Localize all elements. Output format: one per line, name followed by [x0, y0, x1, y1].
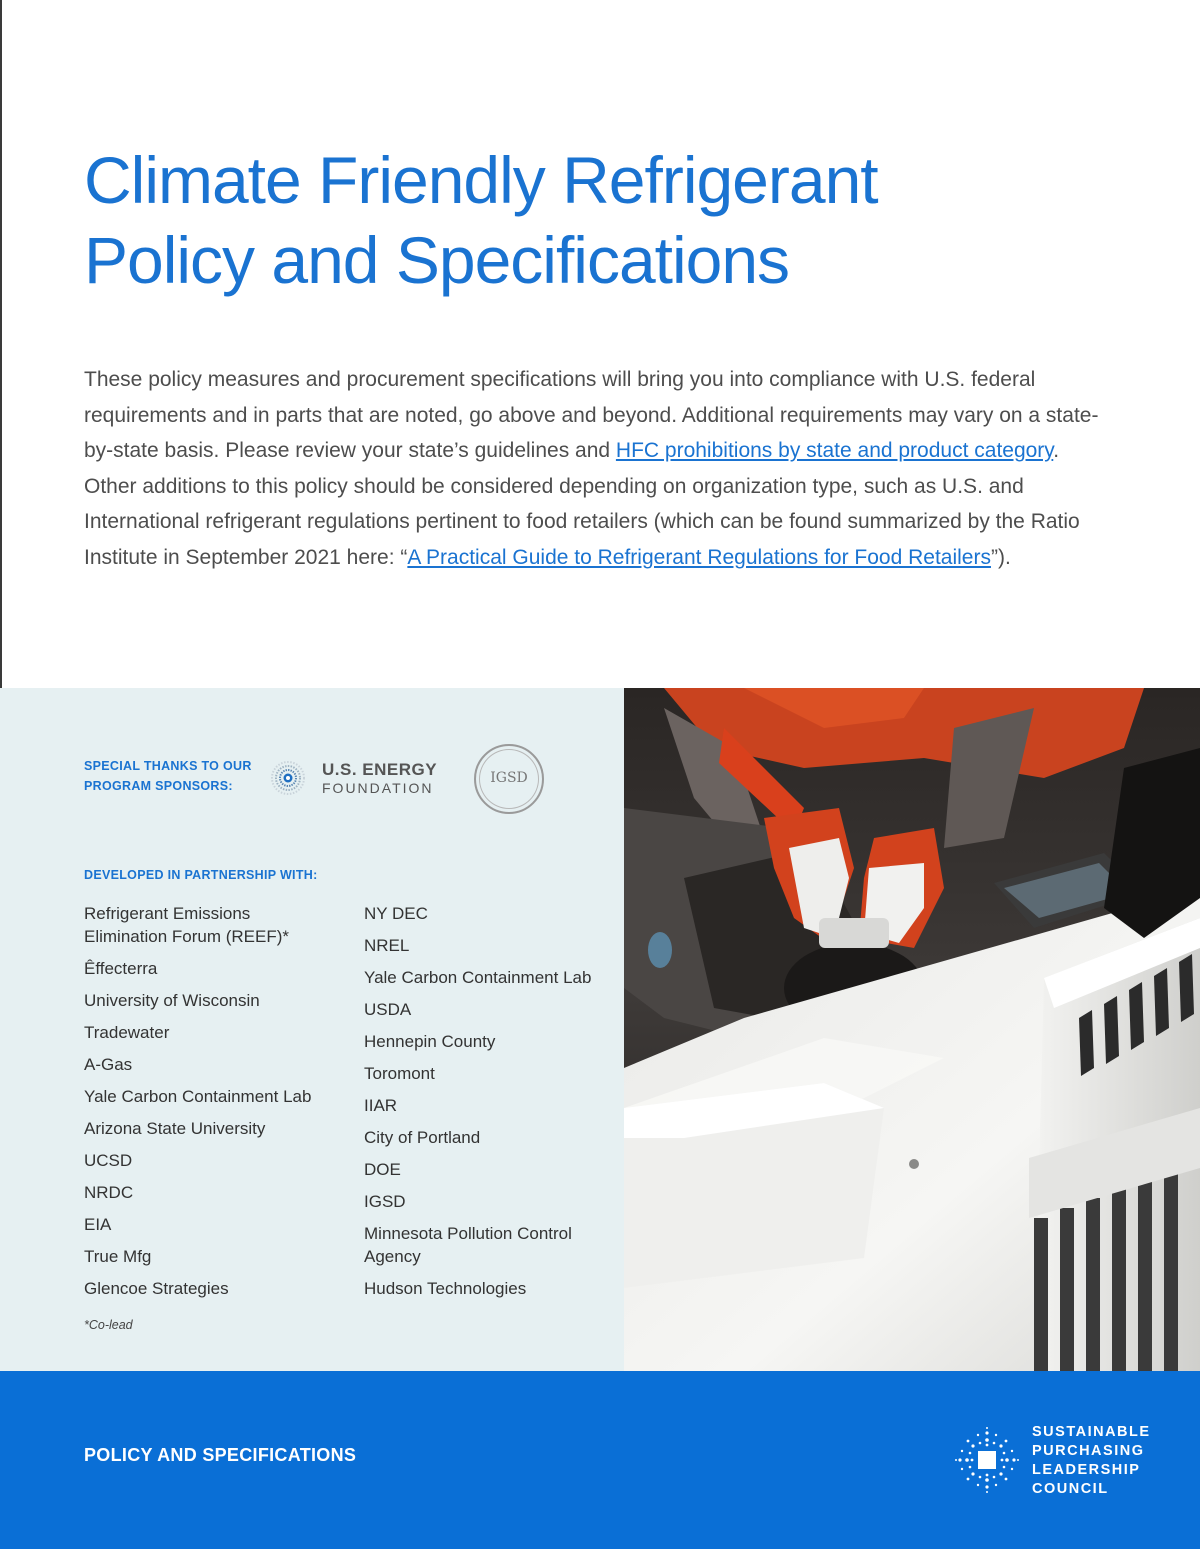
sponsors-heading: SPECIAL THANKS TO OUR PROGRAM SPONSORS: [84, 759, 252, 793]
technician-photo [624, 688, 1200, 1371]
energy-foundation-mark-icon [270, 760, 306, 796]
footer-label: POLICY AND SPECIFICATIONS [84, 1445, 357, 1465]
partner-item: City of Portland [364, 1128, 481, 1147]
intro-text-3: ”). [990, 545, 1011, 569]
partner-item: IGSD [364, 1192, 406, 1211]
usef-name-line-1: U.S. ENERGY [322, 760, 438, 779]
splc-wordmark [1032, 1423, 1151, 1499]
partners-column-1 [84, 902, 334, 1309]
partner-item: Toromont [364, 1064, 435, 1083]
partner-item: Yale Carbon Containment Lab [84, 1087, 312, 1106]
splc-burst-icon [952, 1425, 1022, 1495]
partner-item: EIA [84, 1215, 112, 1234]
partner-item: NREL [364, 936, 410, 955]
igsd-logo-text: IGSD [490, 770, 528, 786]
splc-line-1: SUSTAINABLE [1032, 1424, 1151, 1440]
partner-item: USDA [364, 1000, 412, 1019]
partner-item: University of Wisconsin [84, 991, 260, 1010]
splc-line-2: PURCHASING [1032, 1443, 1145, 1459]
footer-bar [0, 1371, 1200, 1549]
partner-item: Minnesota Pollution Control Agency [364, 1224, 572, 1266]
partner-item: UCSD [84, 1151, 133, 1170]
partner-item: Yale Carbon Containment Lab [364, 968, 592, 987]
partners-column-2 [364, 902, 604, 1309]
intro-text-1: These policy measures and procurement specifications will bring you into compliance with U.S. federal requirements and in parts that are noted, go above and beyond. Additional requirements may vary on a state-by-state basis. Please review your state’s guidelines and [84, 368, 1099, 462]
partner-item: DOE [364, 1160, 401, 1179]
partner-item: Hudson Technologies [364, 1279, 527, 1298]
lower-section [0, 688, 1200, 1371]
title-line-2: Policy and Specifications [84, 223, 790, 297]
partner-item: A-Gas [84, 1055, 133, 1074]
intro-text-2: . Other additions to this policy should be considered depending on organization type, such as U.S. and International refrigerant regulations pertinent to food retailers (which can be found summarized by the Ratio Institute in September 2021 here: “ [84, 439, 1080, 569]
usef-name-line-2: FOUNDATION [322, 780, 434, 796]
partner-item: True Mfg [84, 1247, 152, 1266]
partner-item: NY DEC [364, 904, 428, 923]
splc-logo [952, 1423, 1152, 1503]
partner-item: Glencoe Strategies [84, 1279, 229, 1298]
technician-photo-image [624, 688, 1200, 1371]
intro-paragraph [84, 362, 1114, 575]
sponsors-panel [0, 688, 624, 1371]
partner-item: IIAR [364, 1096, 398, 1115]
title-line-1: Climate Friendly Refrigerant [84, 143, 878, 217]
partner-item: Refrigerant Emissions Elimination Forum (REEF)* [84, 904, 289, 946]
partners-heading: DEVELOPED IN PARTNERSHIP WITH: [84, 868, 318, 882]
page-title [84, 140, 1084, 300]
us-energy-foundation-logo [270, 758, 450, 802]
partner-item: Hennepin County [364, 1032, 496, 1051]
partner-item: Êffecterra [84, 959, 158, 978]
partner-item: Tradewater [84, 1023, 170, 1042]
partner-item: Arizona State University [84, 1119, 266, 1138]
igsd-logo [474, 744, 544, 814]
splc-line-3: LEADERSHIP [1032, 1462, 1141, 1478]
partner-item: NRDC [84, 1183, 134, 1202]
co-lead-footnote: *Co-lead [84, 1318, 133, 1332]
splc-line-4: COUNCIL [1032, 1481, 1109, 1497]
practical-guide-link[interactable]: A Practical Guide to Refrigerant Regulations for Food Retailers [407, 545, 991, 569]
hfc-prohibitions-link[interactable]: HFC prohibitions by state and product category [615, 439, 1054, 462]
